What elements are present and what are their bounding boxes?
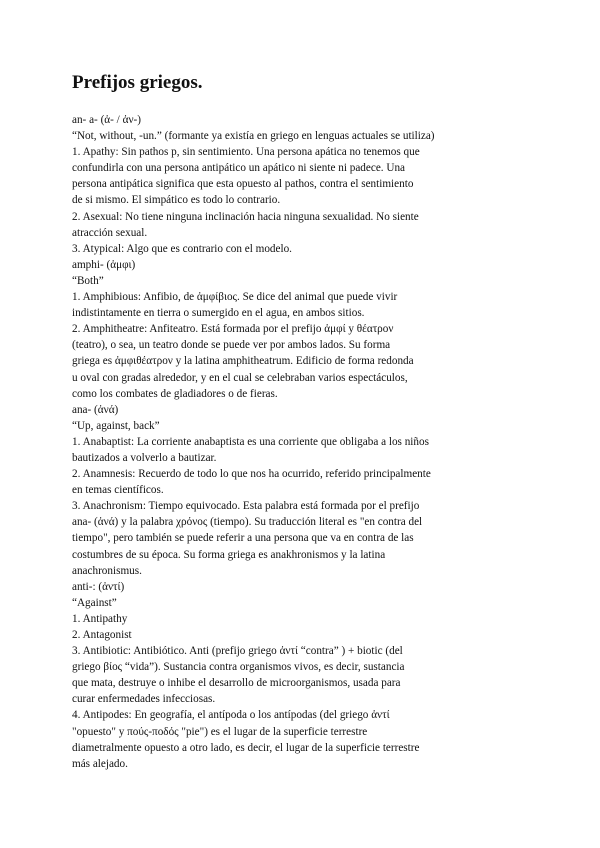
text-line: 4. Antipodes: En geografía, el antípoda o los antípodas (del griego ἀντί [72, 709, 390, 722]
text-line: que mata, destruye o inhibe el desarrollo de microorganismos, usada para [72, 677, 401, 690]
text-line: de si mismo. El simpático es todo lo contrario. [72, 194, 281, 207]
text-line: 2. Anamnesis: Recuerdo de todo lo que nos ha ocurrido, referido principalmente [72, 468, 431, 481]
text-line: ana- (ἀνά) [72, 403, 119, 416]
text-line: anachronismus. [72, 564, 142, 577]
text-line: 2. Antagonist [72, 629, 132, 641]
text-line: indistintamente en tierra o sumergido en el agua, en ambos sitios. [72, 307, 365, 320]
text-line: 1. Amphibious: Anfibio, de ἀμφίβιος. Se dice del animal que puede vivir [72, 291, 398, 304]
text-line: 1. Antipathy [72, 612, 128, 625]
text-line: an- a- (ἀ- / ἀν-) [72, 114, 141, 126]
text-line: amphi- (ἀμφι) [72, 258, 136, 271]
text-line: 2. Asexual: No tiene ninguna inclinación hacia ninguna sexualidad. No siente [72, 210, 419, 223]
text-line: tiempo", pero también se puede referir a una persona que va en contra de las [72, 532, 414, 545]
text-line: u oval con gradas alrededor, y en el cual se celebraban varios espectáculos, [72, 371, 408, 384]
text-line: “Up, against, back” [72, 419, 160, 432]
text-line: 3. Atypical: Algo que es contrario con el modelo. [72, 242, 292, 255]
text-line: diametralmente opuesto a otro lado, es decir, el lugar de la superficie terrestre [72, 741, 420, 754]
text-line: griego βίος “vida”). Sustancia contra organismos vivos, es decir, sustancia [72, 661, 405, 674]
text-line: más alejado. [72, 757, 128, 770]
text-line: costumbres de su época. Su forma griega es anakhronismos y la latina [72, 548, 386, 561]
text-line: 3. Antibiotic: Antibiótico. Anti (prefijo griego ἀντί “contra” ) + biotic (del [72, 645, 403, 658]
text-line: curar enfermedades infecciosas. [72, 693, 216, 706]
text-line: "opuesto" y πούς-ποδός "pie") es el lugar de la superficie terrestre [72, 725, 368, 738]
text-line: 1. Apathy: Sin pathos p, sin sentimiento. Una persona apática no tenemos que [72, 146, 420, 159]
text-line: “Against” [72, 596, 117, 609]
text-line: persona antipática significa que esta opuesto al pathos, contra el sentimiento [72, 178, 414, 191]
text-line: 1. Anabaptist: La corriente anabaptista es una corriente que obligaba a los niños [72, 435, 429, 448]
page-title: Prefijos griegos. [72, 72, 203, 93]
text-line: ana- (ἀνά) y la palabra χρόνος (tiempo). Su traducción literal es "en contra del [72, 516, 423, 529]
text-line: confundirla con una persona antipático un apático ni siente ni padece. Una [72, 162, 406, 175]
text-line: “Both” [72, 274, 104, 287]
text-line: anti-: (ἀντί) [72, 580, 125, 593]
text-line: como los combates de gladiadores o de fieras. [72, 387, 278, 400]
text-line: (teatro), o sea, un teatro donde se puede ver por ambos lados. Su forma [72, 339, 391, 352]
text-line: “Not, without, -un.” (formante ya existía en griego en lenguas actuales se utiliza) [72, 130, 435, 143]
text-line: 3. Anachronism: Tiempo equivocado. Esta palabra está formada por el prefijo [72, 500, 420, 513]
text-line: griega es ἀμφιθέατρον y la latina amphitheatrum. Edificio de forma redonda [72, 355, 414, 368]
text-line: 2. Amphitheatre: Anfiteatro. Está formada por el prefijo ἀμφί y θέατρον [72, 323, 394, 336]
text-line: en temas científicos. [72, 484, 164, 497]
text-line: bautizados a volverlo a bautizar. [72, 451, 217, 464]
text-line: atracción sexual. [72, 226, 148, 239]
document-body [72, 112, 540, 772]
